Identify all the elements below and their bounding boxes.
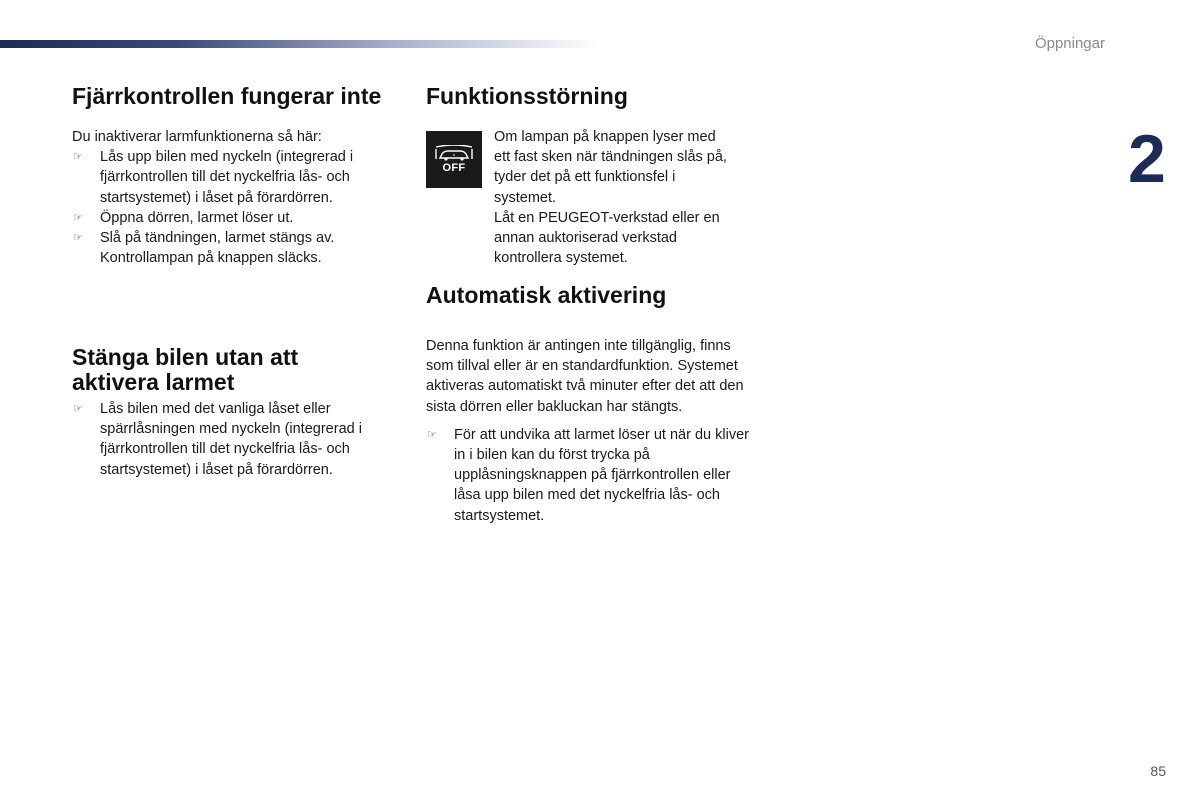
- auto-activation-paragraph: Denna funktion är antingen inte tillgänglig, finns som tillval eller är en standardfunktion. Systemet aktiveras automatiskt två minuter efter det att den sista dörren eller bakluckan har stängts.: [426, 338, 744, 415]
- list-item: ☞ Slå på tändningen, larmet stängs av. Kontrollampan på knappen släcks.: [72, 228, 372, 268]
- car-protection-icon: [434, 145, 474, 161]
- auto-activation-section: [426, 336, 756, 526]
- section-label: Öppningar: [1034, 35, 1105, 52]
- remote-fails-section: [72, 127, 372, 268]
- list-item: ☞ Lås upp bilen med nyckeln (integrerad i fjärrkontrollen till det nyckelfria lås- och startsystemet) i låset på förardörren.: [72, 147, 372, 208]
- lock-without-alarm-heading: Stänga bilen utan att aktivera larmet: [72, 344, 299, 395]
- header-gradient-bar: [0, 40, 600, 48]
- auto-activation-steps: [426, 425, 756, 526]
- list-item: ☞ Öppna dörren, larmet löser ut.: [72, 208, 372, 228]
- malfunction-heading: Funktionsstörning: [426, 83, 628, 109]
- alarm-off-icon: [426, 131, 482, 188]
- remote-fails-intro: Du inaktiverar larmfunktionerna så här:: [72, 129, 322, 145]
- alarm-off-label: OFF: [442, 162, 466, 174]
- malfunction-paragraph-1: Om lampan på knappen lyser med ett fast sken när tändningen slås på, tyder det på ett funktionsfel i systemet.: [494, 129, 727, 206]
- malfunction-paragraph-2: Låt en PEUGEOT-verkstad eller en annan auktoriserad verkstad kontrollera systemet.: [494, 209, 720, 267]
- remote-fails-steps: [72, 147, 372, 268]
- remote-fails-heading: Fjärrkontrollen fungerar inte: [72, 83, 382, 109]
- list-item: ☞ Lås bilen med det vanliga låset eller spärrlåsningen med nyckeln (integrerad i fjärrkontrollen till det nyckelfria lås- och startsystemet) i låset på förardörren.: [72, 399, 382, 480]
- auto-activation-heading: Automatisk aktivering: [426, 282, 667, 308]
- malfunction-text: [494, 127, 734, 268]
- list-item: ☞ För att undvika att larmet löser ut när du kliver in i bilen kan du först trycka på upplåsningsknappen på fjärrkontrollen eller låsa upp bilen med det nyckelfria lås- och startsystemet.: [426, 425, 756, 526]
- page-number: 85: [1150, 763, 1166, 779]
- chapter-number: 2: [1128, 121, 1166, 197]
- lock-without-alarm-section: [72, 399, 382, 480]
- lock-without-alarm-steps: [72, 399, 382, 480]
